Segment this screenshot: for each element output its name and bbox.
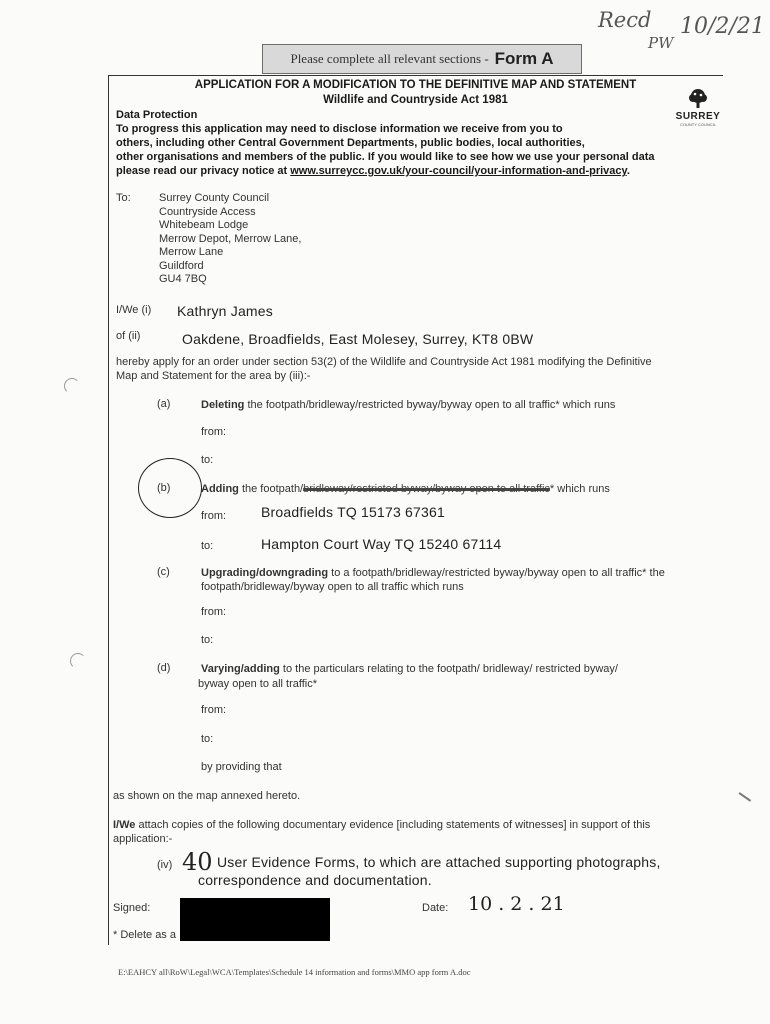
section-b-text bbox=[201, 482, 610, 496]
attach-description: attach copies of the following documentary evidence [including statements of witnesses] in support of this bbox=[138, 819, 651, 831]
section-d-text bbox=[201, 662, 618, 676]
council-address bbox=[159, 192, 301, 287]
punch-hole-mark bbox=[64, 378, 80, 394]
evidence-text-line-1: User Evidence Forms, to which are attached supporting photographs, bbox=[217, 854, 661, 870]
apply-text-line-2: Map and Statement for the area by (iii):- bbox=[116, 370, 311, 382]
data-protection-line-4 bbox=[116, 164, 630, 178]
section-d-line-2: byway open to all traffic* bbox=[198, 678, 318, 690]
section-b-action: Adding bbox=[201, 483, 239, 495]
applicant-address-field[interactable]: Oakdene, Broadfields, East Molesey, Surrey, KT8 0BW bbox=[182, 331, 534, 347]
section-b-from-field[interactable]: Broadfields TQ 15173 67361 bbox=[261, 504, 445, 520]
data-protection-line-2: others, including other Central Government Departments, public bodies, local authorities, bbox=[116, 137, 585, 149]
section-c-to-label: to: bbox=[201, 634, 214, 646]
section-c-line-2: footpath/bridleway/byway open to all traffic which runs bbox=[201, 581, 464, 593]
evidence-text-line-2: correspondence and documentation. bbox=[198, 872, 432, 888]
initials-annotation: PW bbox=[648, 34, 674, 52]
section-a-from-label: from: bbox=[201, 426, 227, 438]
form-subtitle: Wildlife and Countryside Act 1981 bbox=[323, 94, 508, 106]
applicant-name-field[interactable]: Kathryn James bbox=[177, 303, 273, 319]
section-a-tag: (a) bbox=[157, 398, 171, 410]
footer-file-path: E:\EAHCY all\RoW\Legal\WCA\Templates\Schedule 14 information and forms\MMO app form A.doc bbox=[118, 967, 471, 977]
section-d-tag: (d) bbox=[157, 662, 171, 674]
surrey-logo bbox=[670, 87, 726, 127]
form-title: APPLICATION FOR A MODIFICATION TO THE DEFINITIVE MAP AND STATEMENT bbox=[194, 79, 637, 91]
address-line: Surrey County Council bbox=[159, 192, 270, 204]
section-b-post: * which runs bbox=[549, 483, 610, 495]
of-label: of (ii) bbox=[116, 330, 141, 342]
privacy-suffix: . bbox=[626, 165, 630, 177]
iv-label: (iv) bbox=[157, 859, 173, 871]
received-date-annotation: 10/2/21 bbox=[680, 14, 765, 39]
section-d-description: to the particulars relating to the footpath/ bridleway/ restricted byway/ bbox=[282, 663, 618, 675]
section-b-to-field[interactable]: Hampton Court Way TQ 15240 67114 bbox=[261, 536, 502, 552]
address-line: Countryside Access bbox=[159, 205, 256, 218]
data-protection-heading: Data Protection bbox=[116, 109, 198, 121]
form-banner bbox=[262, 44, 582, 74]
section-d-to-label: to: bbox=[201, 733, 214, 745]
oak-tree-icon bbox=[686, 87, 710, 111]
banner-form-label: Form A bbox=[494, 49, 554, 68]
address-line: GU4 7BQ bbox=[159, 273, 207, 285]
received-annotation: Recd bbox=[598, 8, 652, 32]
privacy-prefix: please read our privacy notice at bbox=[116, 165, 288, 177]
we-label: I/We (i) bbox=[116, 304, 152, 316]
section-c-text bbox=[201, 566, 665, 580]
date-label: Date: bbox=[422, 902, 449, 914]
address-line: Guildford bbox=[159, 259, 204, 272]
section-d-action: Varying/adding bbox=[201, 663, 280, 675]
attach-line-2: application:- bbox=[113, 833, 173, 845]
data-protection-line-1: To progress this application may need to disclose information we receive from you to bbox=[116, 123, 563, 135]
logo-sub: COUNTY COUNCIL bbox=[680, 122, 716, 127]
attach-we: I/We bbox=[113, 819, 136, 831]
section-c-tag: (c) bbox=[157, 566, 170, 578]
footnote: * Delete as a bbox=[113, 929, 176, 941]
apply-text-line-1: hereby apply for an order under section 53(2) of the Wildlife and Countryside Act 1981 modifying the Definitive bbox=[116, 356, 652, 368]
address-line: Merrow Depot, Merrow Lane, bbox=[159, 232, 302, 245]
redacted-signature bbox=[180, 898, 330, 941]
section-a-action: Deleting bbox=[201, 399, 245, 411]
section-b-tag: (b) bbox=[157, 482, 171, 494]
section-b-struck-text: bridleway/restricted byway/byway open to all traffic bbox=[303, 483, 550, 495]
section-a-description: the footpath/bridleway/restricted byway/byway open to all traffic* which runs bbox=[247, 399, 616, 411]
scan-mark bbox=[739, 792, 751, 801]
signed-label: Signed: bbox=[113, 902, 151, 914]
address-line: Whitebeam Lodge bbox=[159, 219, 249, 231]
section-d-from-label: from: bbox=[201, 704, 227, 716]
banner-prefix: Please complete all relevant sections - bbox=[290, 51, 489, 66]
address-line: Merrow Lane bbox=[159, 246, 224, 258]
attach-text bbox=[113, 818, 650, 832]
evidence-count-field[interactable]: 40 bbox=[182, 848, 213, 876]
section-a-text bbox=[201, 398, 615, 412]
punch-hole-mark bbox=[70, 653, 86, 669]
section-c-action: Upgrading/downgrading bbox=[201, 567, 329, 579]
date-field[interactable]: 10 . 2 . 21 bbox=[468, 893, 565, 915]
section-b-from-label: from: bbox=[201, 510, 227, 522]
to-label: To: bbox=[116, 192, 131, 204]
section-c-from-label: from: bbox=[201, 606, 227, 618]
section-b-pre: the footpath/ bbox=[241, 483, 304, 495]
logo-name: SURREY bbox=[675, 111, 721, 122]
data-protection-line-3: other organisations and members of the public. If you would like to see how we use your personal data bbox=[116, 151, 655, 163]
privacy-link[interactable]: www.surreycc.gov.uk/your-council/your-information-and-privacy bbox=[290, 165, 627, 177]
map-annexed-text: as shown on the map annexed hereto. bbox=[113, 790, 301, 802]
section-d-providing-label: by providing that bbox=[201, 761, 282, 773]
section-a-to-label: to: bbox=[201, 454, 214, 466]
section-c-description: to a footpath/bridleway/restricted byway/byway open to all traffic* the bbox=[331, 567, 665, 579]
section-b-to-label: to: bbox=[201, 540, 214, 552]
